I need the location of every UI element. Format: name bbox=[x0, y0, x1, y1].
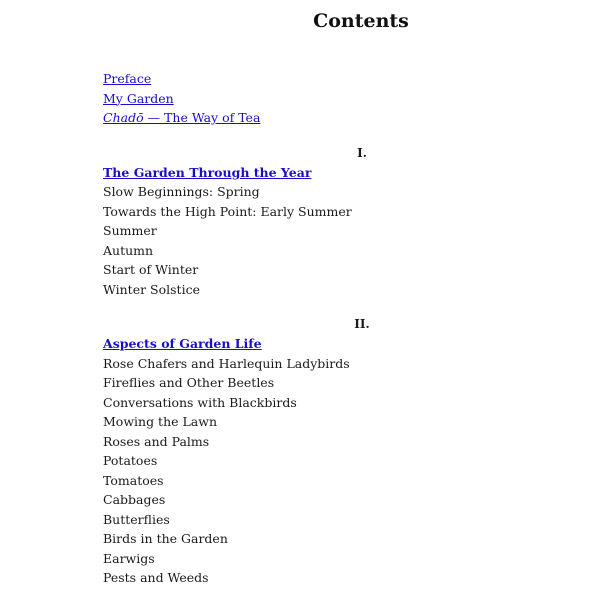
chapter-item: Slow Beginnings: Spring bbox=[103, 184, 260, 199]
chapter-item: Potatoes bbox=[103, 453, 158, 468]
chapter-item: Mowing the Lawn bbox=[103, 414, 217, 429]
part-title-link-1[interactable]: The Garden Through the Year bbox=[103, 164, 312, 180]
chapter-item: Rose Chafers and Harlequin Ladybirds bbox=[103, 355, 350, 371]
toc-link-chado[interactable] bbox=[103, 108, 573, 128]
toc-link-chado-rest: — The Way of Tea bbox=[143, 110, 261, 125]
toc-link-my-garden[interactable]: My Garden bbox=[103, 90, 174, 106]
chapter-item: Towards the High Point: Early Summer bbox=[103, 203, 352, 219]
chapter-item: Start of Winter bbox=[103, 262, 199, 277]
chapter-item: Autumn bbox=[103, 242, 154, 258]
part-number-2: II. bbox=[354, 317, 370, 331]
chapter-item: Cabbages bbox=[103, 492, 166, 507]
chapter-item: Butterflies bbox=[103, 511, 170, 527]
chapter-item: Pests and Weeds bbox=[103, 570, 209, 585]
chapter-item: Summer bbox=[103, 223, 157, 238]
chapter-item: Conversations with Blackbirds bbox=[103, 394, 297, 410]
part-number-1: I. bbox=[357, 145, 367, 160]
chapter-item: Winter Solstice bbox=[103, 281, 200, 297]
chapter-item: Fireflies and Other Beetles bbox=[103, 375, 275, 390]
page-title: Contents bbox=[313, 10, 409, 32]
chapter-item: Tomatoes bbox=[103, 472, 164, 488]
part-title-link-2[interactable]: Aspects of Garden Life bbox=[103, 336, 262, 351]
chapter-item: Birds in the Garden bbox=[103, 531, 228, 546]
table-of-contents bbox=[103, 69, 573, 588]
toc-link-preface[interactable]: Preface bbox=[103, 71, 152, 86]
chapter-item: Roses and Palms bbox=[103, 433, 210, 449]
toc-link-chado-italic: Chadō bbox=[103, 110, 144, 125]
chapter-item: Earwigs bbox=[103, 550, 155, 566]
